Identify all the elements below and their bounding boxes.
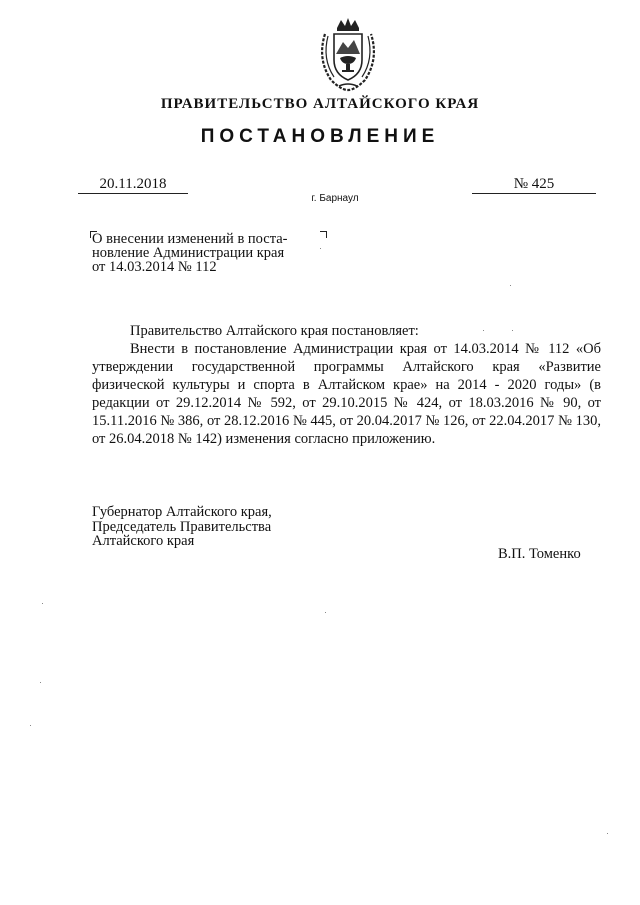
body-text [92, 322, 601, 448]
signer-title-line: Алтайского края [92, 533, 195, 549]
coat-of-arms-icon [315, 14, 381, 94]
subject-line: новление Администрации края [92, 245, 285, 261]
scan-speck [30, 725, 31, 726]
scan-speck [510, 285, 511, 286]
scan-speck [325, 612, 326, 613]
signer-title-line: Губернатор Алтайского края, [92, 504, 272, 520]
signer-title [92, 505, 272, 549]
signer-title-line: Председатель Правительства [92, 518, 272, 535]
document-date: 20.11.2018 [78, 176, 188, 194]
subject-line: от 14.03.2014 № 112 [92, 259, 217, 275]
scan-speck [483, 330, 484, 331]
document-number: № 425 [472, 176, 596, 194]
scan-speck [40, 682, 41, 683]
scan-speck [42, 603, 43, 604]
resolution-paragraph: Внести в постановление Администрации края от 14.03.2014 № 112 «Об утверждении государственной программы Алтайского края «Развитие физической культуры и спорта в Алтайском крае» на 2014 - 2020 годы» (в редакции от 29.12.2014 № 592, от 29.10.2015 № 424, от 18.03.2016 № 90, от 15.11.2016 № 386, от 28.12.2016 № 445, от 20.04.2017 № 126, от 22.04.2017 № 130, от 26.04.2018 № 142) изменения согласно приложению. [92, 341, 601, 447]
signer-name: В.П. Томенко [498, 546, 581, 562]
scan-speck [607, 833, 608, 834]
subject-line: О внесении изменений в поста- [92, 231, 288, 247]
organization-title: ПРАВИТЕЛЬСТВО АЛТАЙСКОГО КРАЯ [160, 96, 480, 112]
subject-block [92, 232, 328, 274]
scan-speck [320, 248, 321, 249]
resolution-intro: Правительство Алтайского края постановляет: [130, 323, 419, 339]
document-city: г. Барнаул [311, 193, 359, 204]
document-type: ПОСТАНОВЛЕНИЕ [200, 126, 440, 147]
scan-speck [512, 330, 513, 331]
